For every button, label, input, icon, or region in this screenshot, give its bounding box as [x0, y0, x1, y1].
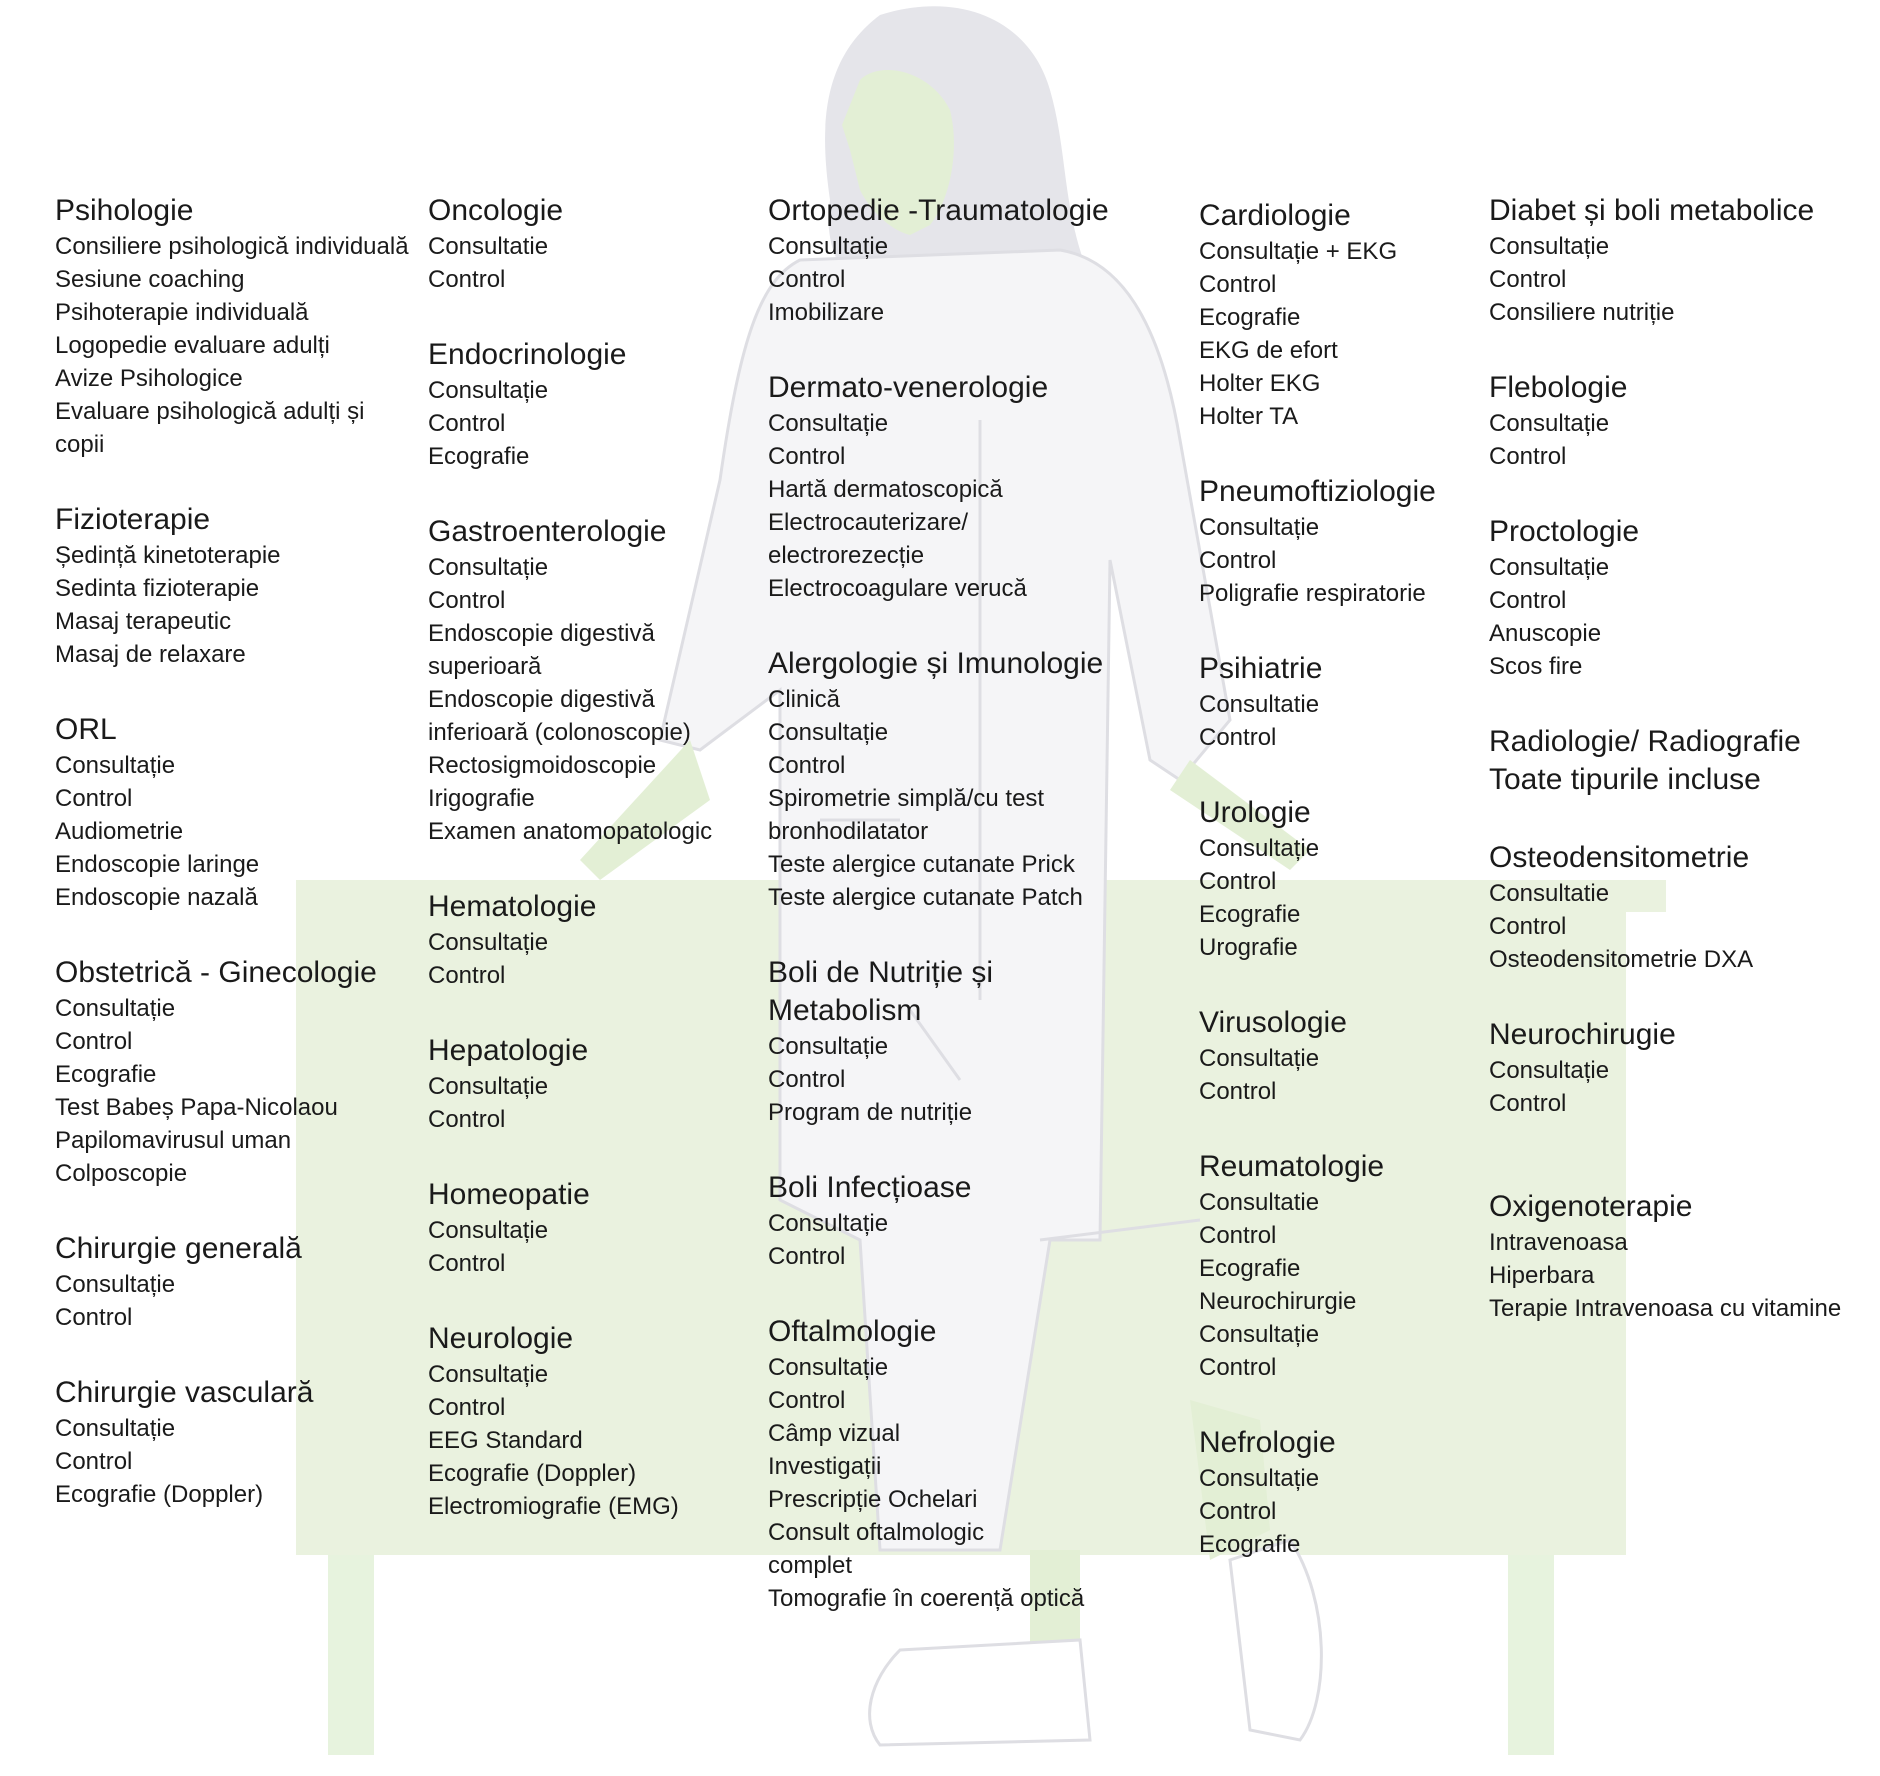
list-item: Scos fire	[1489, 653, 1583, 680]
section-title: Psihiatrie	[1199, 652, 1323, 685]
section-oxigenoterapie	[1489, 1188, 1864, 1325]
section-ortopedie	[768, 192, 1143, 329]
section-diabet	[1489, 192, 1864, 329]
list-item: Avize Psihologice	[55, 365, 243, 392]
list-item: Ecografie	[1199, 901, 1301, 928]
list-item: EKG de efort	[1199, 337, 1338, 364]
section-fizioterapie	[55, 501, 410, 671]
list-item: Control	[1199, 868, 1277, 895]
list-item: Holter TA	[1199, 403, 1299, 430]
section-title: Alergologie și Imunologie	[768, 647, 1104, 680]
list-item: Electrocoagulare verucă	[768, 575, 1027, 602]
list-item: Endoscopie digestivă inferioară (colonoscopie)	[428, 686, 691, 746]
list-item: Consultație	[1199, 835, 1320, 862]
list-item: Consultație	[768, 410, 889, 437]
section-reumatologie	[1199, 1148, 1489, 1384]
list-item: Electrocauterizare/ electrorezecție	[768, 509, 969, 569]
section-title: Neurochirugie	[1489, 1018, 1676, 1051]
section-nutritie	[768, 954, 1143, 1129]
list-item: Control	[55, 1448, 133, 1475]
section-flebologie	[1489, 369, 1864, 473]
list-item: Psihoterapie individuală	[55, 299, 309, 326]
list-item: Consultație	[55, 1271, 176, 1298]
section-title: ORL	[55, 713, 117, 746]
section-title: Ortopedie -Traumatologie	[768, 194, 1109, 227]
section-hematologie	[428, 888, 758, 992]
list-item: Ecografie (Doppler)	[428, 1460, 637, 1487]
list-item: Consultație	[428, 1073, 549, 1100]
list-item: Control	[1489, 443, 1567, 470]
column-5	[1489, 192, 1864, 1365]
list-item: Control	[55, 785, 133, 812]
list-item: Hiperbara	[1489, 1262, 1595, 1289]
list-item: Papilomavirusul uman	[55, 1127, 292, 1154]
section-title: Oncologie	[428, 194, 564, 227]
list-item: Consultație	[1199, 1321, 1320, 1348]
list-item: Poligrafie respiratorie	[1199, 580, 1426, 607]
section-title: Endocrinologie	[428, 338, 627, 371]
section-osteodensitometrie	[1489, 839, 1864, 976]
list-item: Câmp vizual	[768, 1420, 901, 1447]
section-nefrologie	[1199, 1424, 1489, 1561]
list-item: Control	[768, 1066, 846, 1093]
section-title: Hematologie	[428, 890, 597, 923]
section-radiologie	[1489, 723, 1864, 799]
list-item: Consultație	[428, 377, 549, 404]
list-item: Consultație	[55, 1415, 176, 1442]
list-item: Consultație	[768, 719, 889, 746]
list-item: Examen anatomopatologic	[428, 818, 713, 845]
section-title: Chirurgie vasculară	[55, 1376, 314, 1409]
list-item: Consultație	[55, 995, 176, 1022]
list-item: Terapie Intravenoasa cu vitamine	[1489, 1295, 1842, 1322]
list-item: Consultatie	[1489, 880, 1610, 907]
list-item: Consultație	[1489, 554, 1610, 581]
list-item: Consultație	[768, 1354, 889, 1381]
list-item: Evaluare psihologică adulți și copii	[55, 398, 365, 458]
list-item: Endoscopie nazală	[55, 884, 258, 911]
list-item: Control	[1489, 266, 1567, 293]
section-cardiologie	[1199, 197, 1489, 433]
section-title: Flebologie	[1489, 371, 1628, 404]
column-2	[428, 192, 758, 1563]
section-orl	[55, 711, 410, 914]
list-item: Consultatie	[1199, 691, 1320, 718]
list-item: Control	[428, 962, 506, 989]
section-oftalmologie	[768, 1313, 1143, 1615]
section-alergologie	[768, 645, 1143, 914]
section-pneumoftiziologie	[1199, 473, 1489, 610]
section-title: Proctologie	[1489, 515, 1640, 548]
list-item: Consiliere psihologică individuală	[55, 233, 409, 260]
list-item: Control	[1199, 547, 1277, 574]
list-item: Consultație	[1199, 1045, 1320, 1072]
list-item: Control	[1489, 587, 1567, 614]
section-title: Virusologie	[1199, 1006, 1347, 1039]
list-item: Control	[428, 410, 506, 437]
list-item: Urografie	[1199, 934, 1298, 961]
section-title: Obstetrică - Ginecologie	[55, 956, 377, 989]
list-item: Teste alergice cutanate Patch	[768, 884, 1083, 911]
section-endocrinologie	[428, 336, 758, 473]
section-neurochirugie	[1489, 1016, 1864, 1120]
list-item: Control	[1199, 1078, 1277, 1105]
list-item: Consultație + EKG	[1199, 238, 1398, 265]
list-item: Neurochirurgie	[1199, 1288, 1357, 1315]
list-item: Ședință kinetoterapie	[55, 542, 281, 569]
list-item: Electromiografie (EMG)	[428, 1493, 679, 1520]
section-title: Hepatologie	[428, 1034, 589, 1067]
list-item: Rectosigmoidoscopie	[428, 752, 657, 779]
section-homeopatie	[428, 1176, 758, 1280]
section-title: Radiologie/ Radiografie	[1489, 725, 1801, 758]
list-item: Control	[428, 1250, 506, 1277]
list-item: Ecografie	[1199, 1255, 1301, 1282]
section-virusologie	[1199, 1004, 1489, 1108]
list-item: Control	[1489, 1090, 1567, 1117]
section-title: Fizioterapie	[55, 503, 211, 536]
list-item: Control	[1199, 1498, 1277, 1525]
list-item: Hartă dermatoscopică	[768, 476, 1003, 503]
column-1	[55, 192, 410, 1551]
list-item: Test Babeș Papa-Nicolaou	[55, 1094, 338, 1121]
section-title: Psihologie	[55, 194, 194, 227]
list-item: Prescripție Ochelari	[768, 1486, 978, 1513]
section-title: Cardiologie	[1199, 199, 1351, 232]
list-item: Consultatie	[1199, 1189, 1320, 1216]
list-item: Control	[768, 752, 846, 779]
list-item: Control	[1199, 1222, 1277, 1249]
list-item: Consultație	[428, 554, 549, 581]
list-item: Control	[1199, 1354, 1277, 1381]
list-item: Ecografie	[1199, 304, 1301, 331]
list-item: Investigații	[768, 1453, 882, 1480]
section-title: Oxigenoterapie	[1489, 1190, 1693, 1223]
list-item: Intravenoasa	[1489, 1229, 1628, 1256]
section-title: Boli Infecțioase	[768, 1171, 972, 1204]
list-item: Control	[428, 1106, 506, 1133]
section-chirurgie-vasculara	[55, 1374, 410, 1511]
list-item: Imobilizare	[768, 299, 885, 326]
list-item: Anuscopie	[1489, 620, 1602, 647]
list-item: Consultație	[1489, 233, 1610, 260]
section-chirurgie-generala	[55, 1230, 410, 1334]
section-title: Homeopatie	[428, 1178, 590, 1211]
list-item: Consultație	[768, 233, 889, 260]
list-item: Ecografie	[55, 1061, 157, 1088]
section-gastroenterologie	[428, 513, 758, 848]
column-3	[768, 192, 1143, 1655]
list-item: Consultație	[768, 1210, 889, 1237]
list-item: Control	[428, 266, 506, 293]
list-item: Endoscopie digestivă superioară	[428, 620, 655, 680]
list-item: Consultație	[428, 1217, 549, 1244]
section-title: Boli de Nutriție și Metabolism	[768, 956, 994, 1027]
list-item: Ecografie	[1199, 1531, 1301, 1558]
list-item: Control	[55, 1028, 133, 1055]
section-dermato	[768, 369, 1143, 605]
section-title: Urologie	[1199, 796, 1311, 829]
list-item: Control	[1489, 913, 1567, 940]
list-item: Consultație	[768, 1033, 889, 1060]
desk-leg-right	[1508, 1555, 1554, 1755]
list-item: Consult oftalmologic complet	[768, 1519, 985, 1579]
section-obstetrica	[55, 954, 410, 1190]
desk-leg-left	[328, 1555, 374, 1755]
list-item: Ecografie (Doppler)	[55, 1481, 264, 1508]
list-item: Teste alergice cutanate Prick	[768, 851, 1075, 878]
section-title: Neurologie	[428, 1322, 574, 1355]
section-psihiatrie	[1199, 650, 1489, 754]
list-item: Control	[428, 1394, 506, 1421]
list-item: Control	[1199, 724, 1277, 751]
list-item: Consultație	[428, 1361, 549, 1388]
list-item: Masaj de relaxare	[55, 641, 246, 668]
section-subtitle: Toate tipurile incluse	[1489, 763, 1761, 796]
section-title: Gastroenterologie	[428, 515, 667, 548]
section-hepatologie	[428, 1032, 758, 1136]
section-title: Pneumoftiziologie	[1199, 475, 1436, 508]
list-item: Consultatie	[428, 233, 549, 260]
section-oncologie	[428, 192, 758, 296]
list-item: Control	[768, 1243, 846, 1270]
list-item: Consultație	[55, 752, 176, 779]
list-item: Consultație	[1489, 410, 1610, 437]
section-urologie	[1199, 794, 1489, 964]
list-item: Masaj terapeutic	[55, 608, 232, 635]
shoe-left	[870, 1640, 1090, 1745]
list-item: Irigografie	[428, 785, 535, 812]
list-item: Control	[1199, 271, 1277, 298]
list-item: Clinică	[768, 686, 841, 713]
list-item: Logopedie evaluare adulți	[55, 332, 330, 359]
list-item: Control	[768, 266, 846, 293]
section-title: Dermato-venerologie	[768, 371, 1049, 404]
list-item: Control	[55, 1304, 133, 1331]
list-item: Sedinta fizioterapie	[55, 575, 260, 602]
list-item: Spirometrie simplă/cu test bronhodilatator	[768, 785, 1045, 845]
section-title: Reumatologie	[1199, 1150, 1385, 1183]
list-item: Colposcopie	[55, 1160, 188, 1187]
list-item: Control	[428, 587, 506, 614]
list-item: Consiliere nutriție	[1489, 299, 1675, 326]
list-item: Ecografie	[428, 443, 530, 470]
section-title: Chirurgie generală	[55, 1232, 302, 1265]
list-item: Holter EKG	[1199, 370, 1321, 397]
list-item: Consultație	[1199, 514, 1320, 541]
list-item: Consultație	[1489, 1057, 1610, 1084]
list-item: EEG Standard	[428, 1427, 583, 1454]
list-item: Consultație	[1199, 1465, 1320, 1492]
list-item: Control	[768, 1387, 846, 1414]
list-item: Program de nutriție	[768, 1099, 973, 1126]
section-boli-infectioase	[768, 1169, 1143, 1273]
column-4	[1199, 197, 1489, 1601]
list-item: Consultație	[428, 929, 549, 956]
list-item: Tomografie în coerență optică	[768, 1585, 1085, 1612]
list-item: Sesiune coaching	[55, 266, 245, 293]
section-neurologie	[428, 1320, 758, 1523]
list-item: Control	[768, 443, 846, 470]
section-psihologie	[55, 192, 410, 461]
section-title: Nefrologie	[1199, 1426, 1336, 1459]
section-title: Osteodensitometrie	[1489, 841, 1750, 874]
section-proctologie	[1489, 513, 1864, 683]
list-item: Osteodensitometrie DXA	[1489, 946, 1754, 973]
section-title: Diabet și boli metabolice	[1489, 194, 1815, 227]
section-title: Oftalmologie	[768, 1315, 937, 1348]
list-item: Endoscopie laringe	[55, 851, 260, 878]
list-item: Audiometrie	[55, 818, 184, 845]
